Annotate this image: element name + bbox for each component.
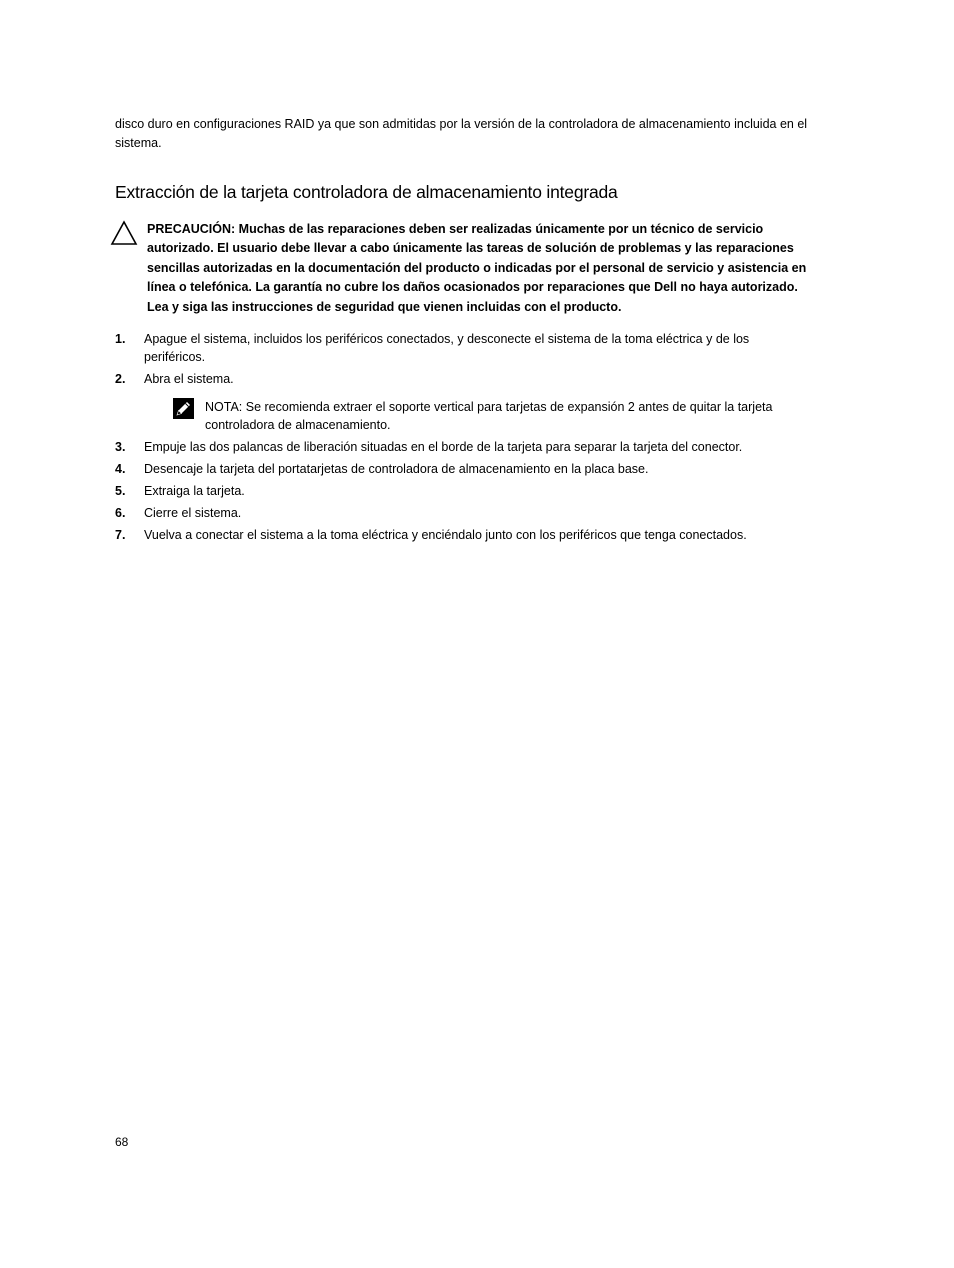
step-number: 6. [115, 506, 126, 520]
page-number: 68 [115, 1135, 129, 1149]
step-number: 5. [115, 484, 126, 498]
section-heading: Extracción de la tarjeta controladora de almacenamiento integrada [115, 182, 618, 202]
note-body: Se recomienda extraer el soporte vertical para tarjetas de expansión 2 antes de quitar la tarjeta controladora de almacenamiento. [205, 400, 773, 432]
step-item [115, 330, 815, 366]
step-text: Apague el sistema, incluidos los periféricos conectados, y desconecte el sistema de la toma eléctrica y de los periféricos. [144, 332, 750, 364]
step-number: 3. [115, 440, 126, 454]
note-text [205, 398, 805, 434]
procedure-steps [115, 330, 815, 548]
step-text: Abra el sistema. [144, 372, 234, 386]
step-number: 1. [115, 332, 126, 346]
step-item [115, 460, 815, 478]
step-number: 4. [115, 462, 126, 476]
step-text: Extraiga la tarjeta. [144, 484, 245, 498]
step-text: Empuje las dos palancas de liberación situadas en el borde de la tarjeta para separar la tarjeta del conector. [144, 440, 743, 454]
step-number: 2. [115, 372, 126, 386]
step-text: Vuelva a conectar el sistema a la toma eléctrica y enciéndalo junto con los periféricos que tenga conectados. [144, 528, 747, 542]
step-item [115, 504, 815, 522]
note-label: NOTA: [205, 400, 243, 414]
note-box [173, 398, 815, 434]
step-item [115, 526, 815, 544]
note-pencil-icon [173, 398, 194, 419]
caution-triangle-icon [110, 220, 138, 246]
step-number: 7. [115, 528, 126, 542]
step-item [115, 370, 815, 434]
step-item [115, 482, 815, 500]
intro-paragraph: disco duro en configuraciones RAID ya que son admitidas por la versión de la controladora de almacenamiento incluida en el sistema. [115, 117, 808, 150]
step-text: Cierre el sistema. [144, 506, 242, 520]
caution-text: PRECAUCIÓN: Muchas de las reparaciones deben ser realizadas únicamente por un técnico de servicio autorizado. El usuario debe llevar a cabo únicamente las tareas de solución de problemas y las reparaciones sencillas autorizadas en la documentación del producto o indicadas por el personal de servicio y asistencia en línea o telefónica. La garantía no cubre los daños ocasionados por reparaciones que Dell no haya autorizado. Lea y siga las instrucciones de seguridad que vienen incluidas con el producto. [147, 222, 807, 314]
step-text: Desencaje la tarjeta del portatarjetas de controladora de almacenamiento en la placa base. [144, 462, 649, 476]
step-item [115, 438, 815, 456]
